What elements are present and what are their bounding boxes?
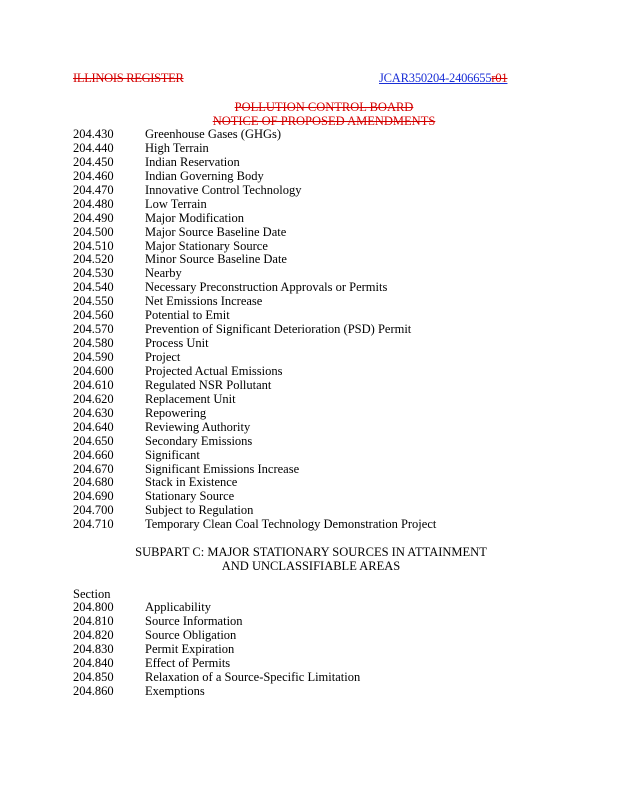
section-number: 204.710 [73, 517, 114, 532]
section-row [73, 490, 436, 504]
section-title: Indian Reservation [145, 154, 240, 169]
section-row [73, 212, 436, 226]
section-title: Source Obligation [145, 627, 237, 642]
section-title: Source Information [145, 613, 243, 628]
section-number: 204.450 [73, 154, 114, 169]
section-title: Repowering [145, 405, 207, 420]
section-title: High Terrain [145, 140, 209, 155]
section-row [73, 267, 436, 281]
section-title: Low Terrain [145, 196, 207, 211]
section-title: Process Unit [145, 336, 209, 351]
section-title: Prevention of Significant Deterioration (PSD) Permit [145, 322, 412, 337]
section-title: Major Stationary Source [145, 238, 268, 253]
section-row [73, 337, 436, 351]
section-row [73, 393, 436, 407]
section-number: 204.820 [73, 627, 114, 642]
section-number: 204.590 [73, 350, 114, 364]
section-row [73, 504, 436, 518]
section-number: 204.680 [73, 475, 114, 490]
register-header: ILLINOIS REGISTER [73, 71, 184, 85]
section-row [73, 518, 436, 532]
section-number: 204.700 [73, 503, 114, 518]
section-title: Projected Actual Emissions [145, 363, 283, 378]
section-row [73, 226, 436, 240]
section-number: 204.510 [73, 238, 114, 253]
section-number: 204.840 [73, 655, 114, 670]
section-title: Regulated NSR Pollutant [145, 377, 272, 392]
section-row [73, 198, 436, 212]
section-row [73, 142, 436, 156]
section-title: Reviewing Authority [145, 419, 251, 434]
section-title: Net Emissions Increase [145, 294, 263, 309]
section-row [73, 184, 436, 198]
section-number: 204.690 [73, 489, 114, 504]
section-row [73, 323, 436, 337]
section-row [73, 379, 436, 393]
section-row [73, 407, 436, 421]
section-number: 204.470 [73, 182, 114, 197]
section-title: Stack in Existence [145, 475, 238, 490]
section-number: 204.580 [73, 336, 114, 351]
section-row [73, 309, 436, 323]
jcar-code-link[interactable] [379, 71, 507, 86]
section-row [73, 463, 436, 477]
section-number: 204.550 [73, 294, 114, 309]
section-title: Significant Emissions Increase [145, 461, 300, 476]
section-title: Significant [145, 447, 200, 462]
section-number: 204.430 [73, 127, 114, 141]
section-number: 204.440 [73, 140, 114, 155]
section-row [73, 281, 436, 295]
section-row [73, 657, 360, 671]
section-row [73, 476, 436, 490]
section-list-subpart-c [73, 601, 360, 699]
section-title: Relaxation of a Source-Specific Limitation [145, 669, 361, 684]
section-row [73, 365, 436, 379]
section-row [73, 449, 436, 463]
section-title: Minor Source Baseline Date [145, 252, 287, 267]
section-number: 204.620 [73, 391, 114, 406]
section-title: Nearby [145, 266, 182, 281]
section-title: Stationary Source [145, 489, 235, 504]
section-title: Project [145, 350, 181, 364]
section-number: 204.650 [73, 433, 114, 448]
section-row [73, 435, 436, 449]
section-number: 204.670 [73, 461, 114, 476]
section-list-definitions [73, 128, 436, 532]
section-row [73, 601, 360, 615]
section-number: 204.800 [73, 600, 114, 614]
section-row [73, 295, 436, 309]
section-title: Potential to Emit [145, 308, 230, 323]
section-number: 204.860 [73, 683, 114, 698]
section-number: 204.490 [73, 210, 114, 225]
section-number: 204.560 [73, 308, 114, 323]
section-row [73, 671, 360, 685]
section-title: Innovative Control Technology [145, 182, 302, 197]
section-title: Major Source Baseline Date [145, 224, 287, 239]
section-row [73, 615, 360, 629]
section-number: 204.540 [73, 280, 114, 295]
section-row [73, 128, 436, 142]
section-title: Permit Expiration [145, 641, 235, 656]
section-number: 204.640 [73, 419, 114, 434]
section-title: Effect of Permits [145, 655, 231, 670]
section-row [73, 629, 360, 643]
section-number: 204.520 [73, 252, 114, 267]
section-number: 204.480 [73, 196, 114, 211]
section-title: Temporary Clean Coal Technology Demonstration Project [145, 517, 437, 532]
section-row [73, 170, 436, 184]
section-number: 204.530 [73, 266, 114, 281]
section-row [73, 685, 360, 699]
board-title: POLLUTION CONTROL BOARD [234, 100, 414, 114]
jcar-code-main: JCAR350204-2406655 [379, 71, 492, 85]
section-title: Subject to Regulation [145, 503, 254, 518]
section-number: 204.500 [73, 224, 114, 239]
section-title: Necessary Preconstruction Approvals or Permits [145, 280, 388, 295]
section-title: Greenhouse Gases (GHGs) [145, 127, 282, 141]
subpart-heading-line1: SUBPART C: MAJOR STATIONARY SOURCES IN ATTAINMENT [135, 545, 487, 559]
section-row [73, 253, 436, 267]
section-number: 204.460 [73, 168, 114, 183]
section-number: 204.630 [73, 405, 114, 420]
section-row [73, 351, 436, 365]
section-number: 204.810 [73, 613, 114, 628]
section-number: 204.600 [73, 363, 114, 378]
section-column-label: Section [73, 587, 111, 601]
section-row [73, 156, 436, 170]
section-title: Secondary Emissions [145, 433, 253, 448]
section-number: 204.570 [73, 322, 114, 337]
section-title: Applicability [145, 600, 211, 614]
notice-title: NOTICE OF PROPOSED AMENDMENTS [212, 114, 436, 128]
section-title: Indian Governing Body [145, 168, 264, 183]
section-row [73, 421, 436, 435]
section-title: Exemptions [145, 683, 205, 698]
jcar-code-suffix: r01 [491, 71, 508, 85]
section-row [73, 240, 436, 254]
section-number: 204.610 [73, 377, 114, 392]
section-title: Major Modification [145, 210, 244, 225]
section-number: 204.830 [73, 641, 114, 656]
subpart-heading-line2: AND UNCLASSIFIABLE AREAS [221, 559, 401, 573]
section-title: Replacement Unit [145, 391, 236, 406]
section-number: 204.660 [73, 447, 114, 462]
section-row [73, 643, 360, 657]
section-number: 204.850 [73, 669, 114, 684]
